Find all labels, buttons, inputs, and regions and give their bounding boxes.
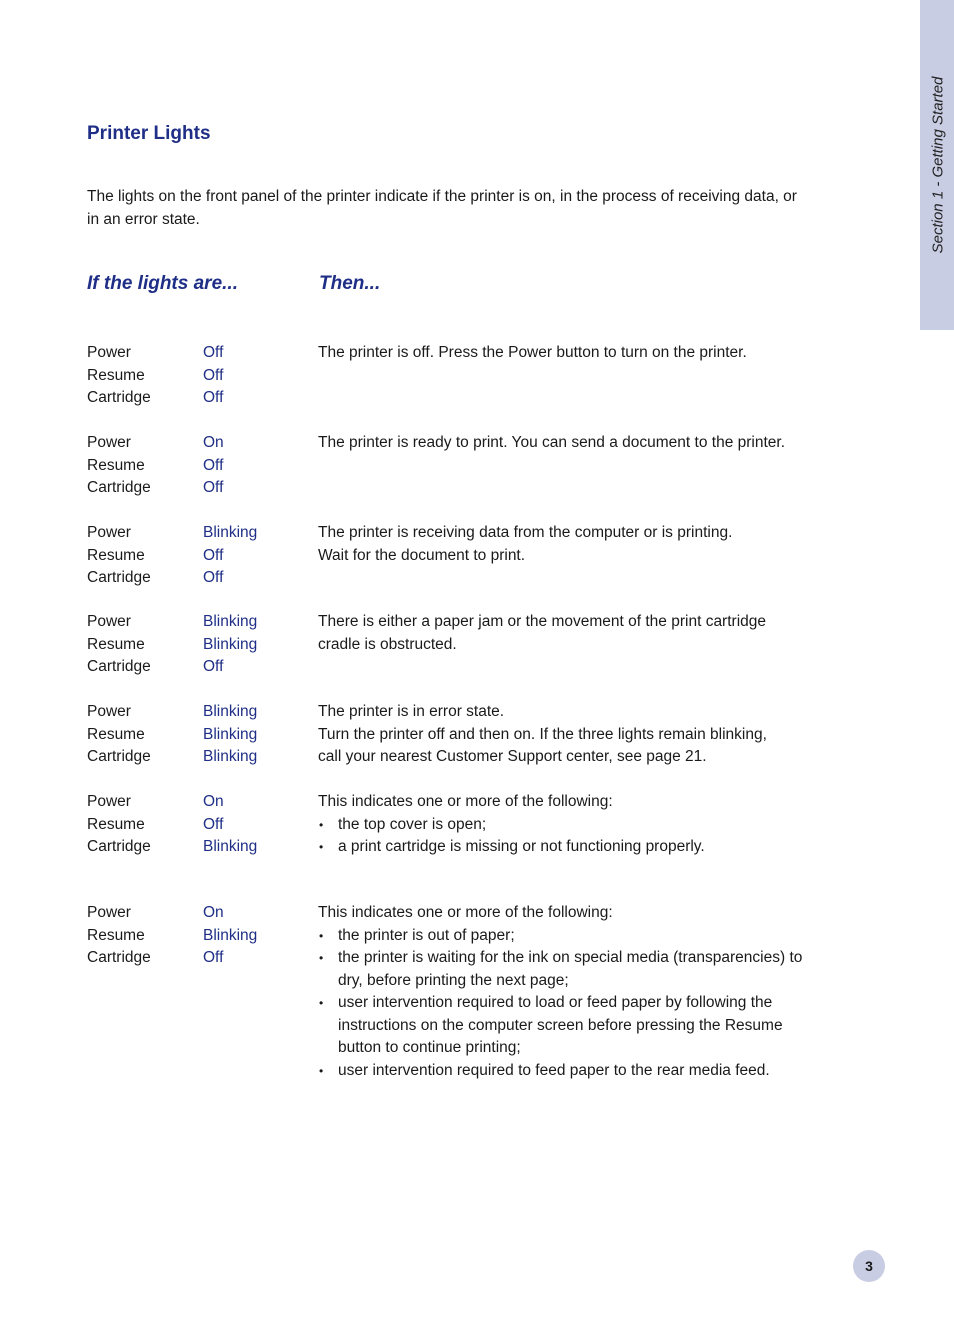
description-line: The printer is receiving data from the computer or is printing. [318,524,733,541]
light-state: Blinking [203,748,258,765]
bullet-item [318,814,808,837]
light-status [87,791,287,814]
light-status [87,477,287,500]
light-status [87,387,287,410]
light-name: Resume [87,815,145,833]
description [318,791,808,859]
light-name: Resume [87,456,145,474]
light-list [87,902,287,970]
bullet-text: the top cover is open; [338,815,487,833]
description-line: This indicates one or more of the following: [318,904,613,921]
column-heading-lights: If the lights are... [87,273,238,294]
light-name: Power [87,344,131,361]
intro-paragraph: The lights on the front panel of the printer indicate if the printer is on, in the process of receiving data, or in an error state. [87,188,797,228]
bullet-icon: • [319,817,324,832]
description-line: The printer is in error state. [318,703,505,720]
light-list [87,791,287,859]
bullet-text: the printer is waiting for the ink on special media (transparencies) to dry, before printing the next page; [338,949,803,989]
light-status [87,611,287,634]
light-state: Off [203,344,224,361]
light-name: Power [87,904,131,921]
light-state: Off [203,815,224,833]
light-state: Off [203,456,224,474]
light-name: Cartridge [87,479,151,496]
light-name: Cartridge [87,838,151,855]
bullet-icon: • [319,951,324,965]
description [318,611,808,656]
light-status [87,342,287,365]
bullet-icon: • [319,1063,324,1078]
bullet-text: the printer is out of paper; [338,926,515,944]
page-number: 3 [853,1250,885,1282]
bullet-item [318,947,808,992]
bullet-list [318,814,808,859]
light-state: Off [203,569,224,586]
light-name: Cartridge [87,748,151,765]
description-line: The printer is off. Press the Power button to turn on the printer. [318,344,747,361]
light-name: Cartridge [87,949,151,966]
description [318,902,808,1082]
section-label: Section 1 - Getting Started [929,76,947,254]
light-name: Resume [87,635,145,653]
light-state: Blinking [203,926,258,944]
bullet-list [318,925,808,1083]
bullet-text: a print cartridge is missing or not functioning properly. [338,838,705,855]
description [318,522,808,567]
light-list [87,432,287,500]
light-state: Off [203,658,224,675]
light-list [87,701,287,769]
bullet-text: user intervention required to load or feed paper by following the instructions on the computer screen before pressing the Resume button to continue printing; [338,994,783,1056]
description-line: Wait for the document to print. [318,546,526,564]
bullet-icon: • [319,996,324,1010]
light-status [87,814,287,837]
light-state: On [203,793,224,810]
light-status [87,947,287,970]
light-status [87,567,287,590]
light-status [87,432,287,455]
light-state: On [203,904,224,921]
light-name: Power [87,703,131,720]
light-name: Resume [87,725,145,743]
light-state: Blinking [203,613,258,630]
light-name: Resume [87,926,145,944]
light-state: Blinking [203,635,258,653]
description-line: cradle is obstructed. [318,635,457,653]
light-list [87,522,287,590]
light-state: Off [203,479,224,496]
description-line: This indicates one or more of the following: [318,793,613,810]
light-state: Blinking [203,838,258,855]
bullet-icon: • [319,840,324,854]
bullet-item [318,836,808,859]
light-status [87,522,287,545]
description-line: There is either a paper jam or the movement of the print cartridge [318,613,766,630]
light-status [87,836,287,859]
light-status [87,902,287,925]
bullet-item [318,992,808,1060]
light-name: Power [87,434,131,451]
bullet-item [318,1060,808,1083]
bullet-text: user intervention required to feed paper to the rear media feed. [338,1061,770,1079]
bullet-item [318,925,808,948]
light-name: Power [87,613,131,630]
light-name: Cartridge [87,658,151,675]
light-list [87,342,287,410]
light-state: Off [203,949,224,966]
description-line: Turn the printer off and then on. If the three lights remain blinking, [318,725,767,743]
description [318,701,808,769]
light-status [87,656,287,679]
light-state: Off [203,546,224,564]
light-state: Blinking [203,725,258,743]
light-list [87,611,287,679]
description-line: The printer is ready to print. You can send a document to the printer. [318,434,786,451]
light-name: Cartridge [87,389,151,406]
light-status [87,455,287,478]
light-state: On [203,434,224,451]
column-heading-then: Then... [319,273,381,294]
light-name: Cartridge [87,569,151,586]
light-state: Blinking [203,524,258,541]
light-status [87,545,287,568]
page-title: Printer Lights [87,123,211,144]
light-state: Blinking [203,703,258,720]
light-state: Off [203,366,224,384]
light-name: Resume [87,546,145,564]
light-name: Resume [87,366,145,384]
light-status [87,701,287,724]
light-name: Power [87,524,131,541]
light-status [87,634,287,657]
light-status [87,365,287,388]
light-name: Power [87,793,131,810]
description [318,342,808,365]
bullet-icon: • [319,928,324,943]
light-state: Off [203,389,224,406]
description-line: call your nearest Customer Support center, see page 21. [318,748,707,765]
light-status [87,746,287,769]
description [318,432,808,455]
light-status [87,724,287,747]
light-status [87,925,287,948]
